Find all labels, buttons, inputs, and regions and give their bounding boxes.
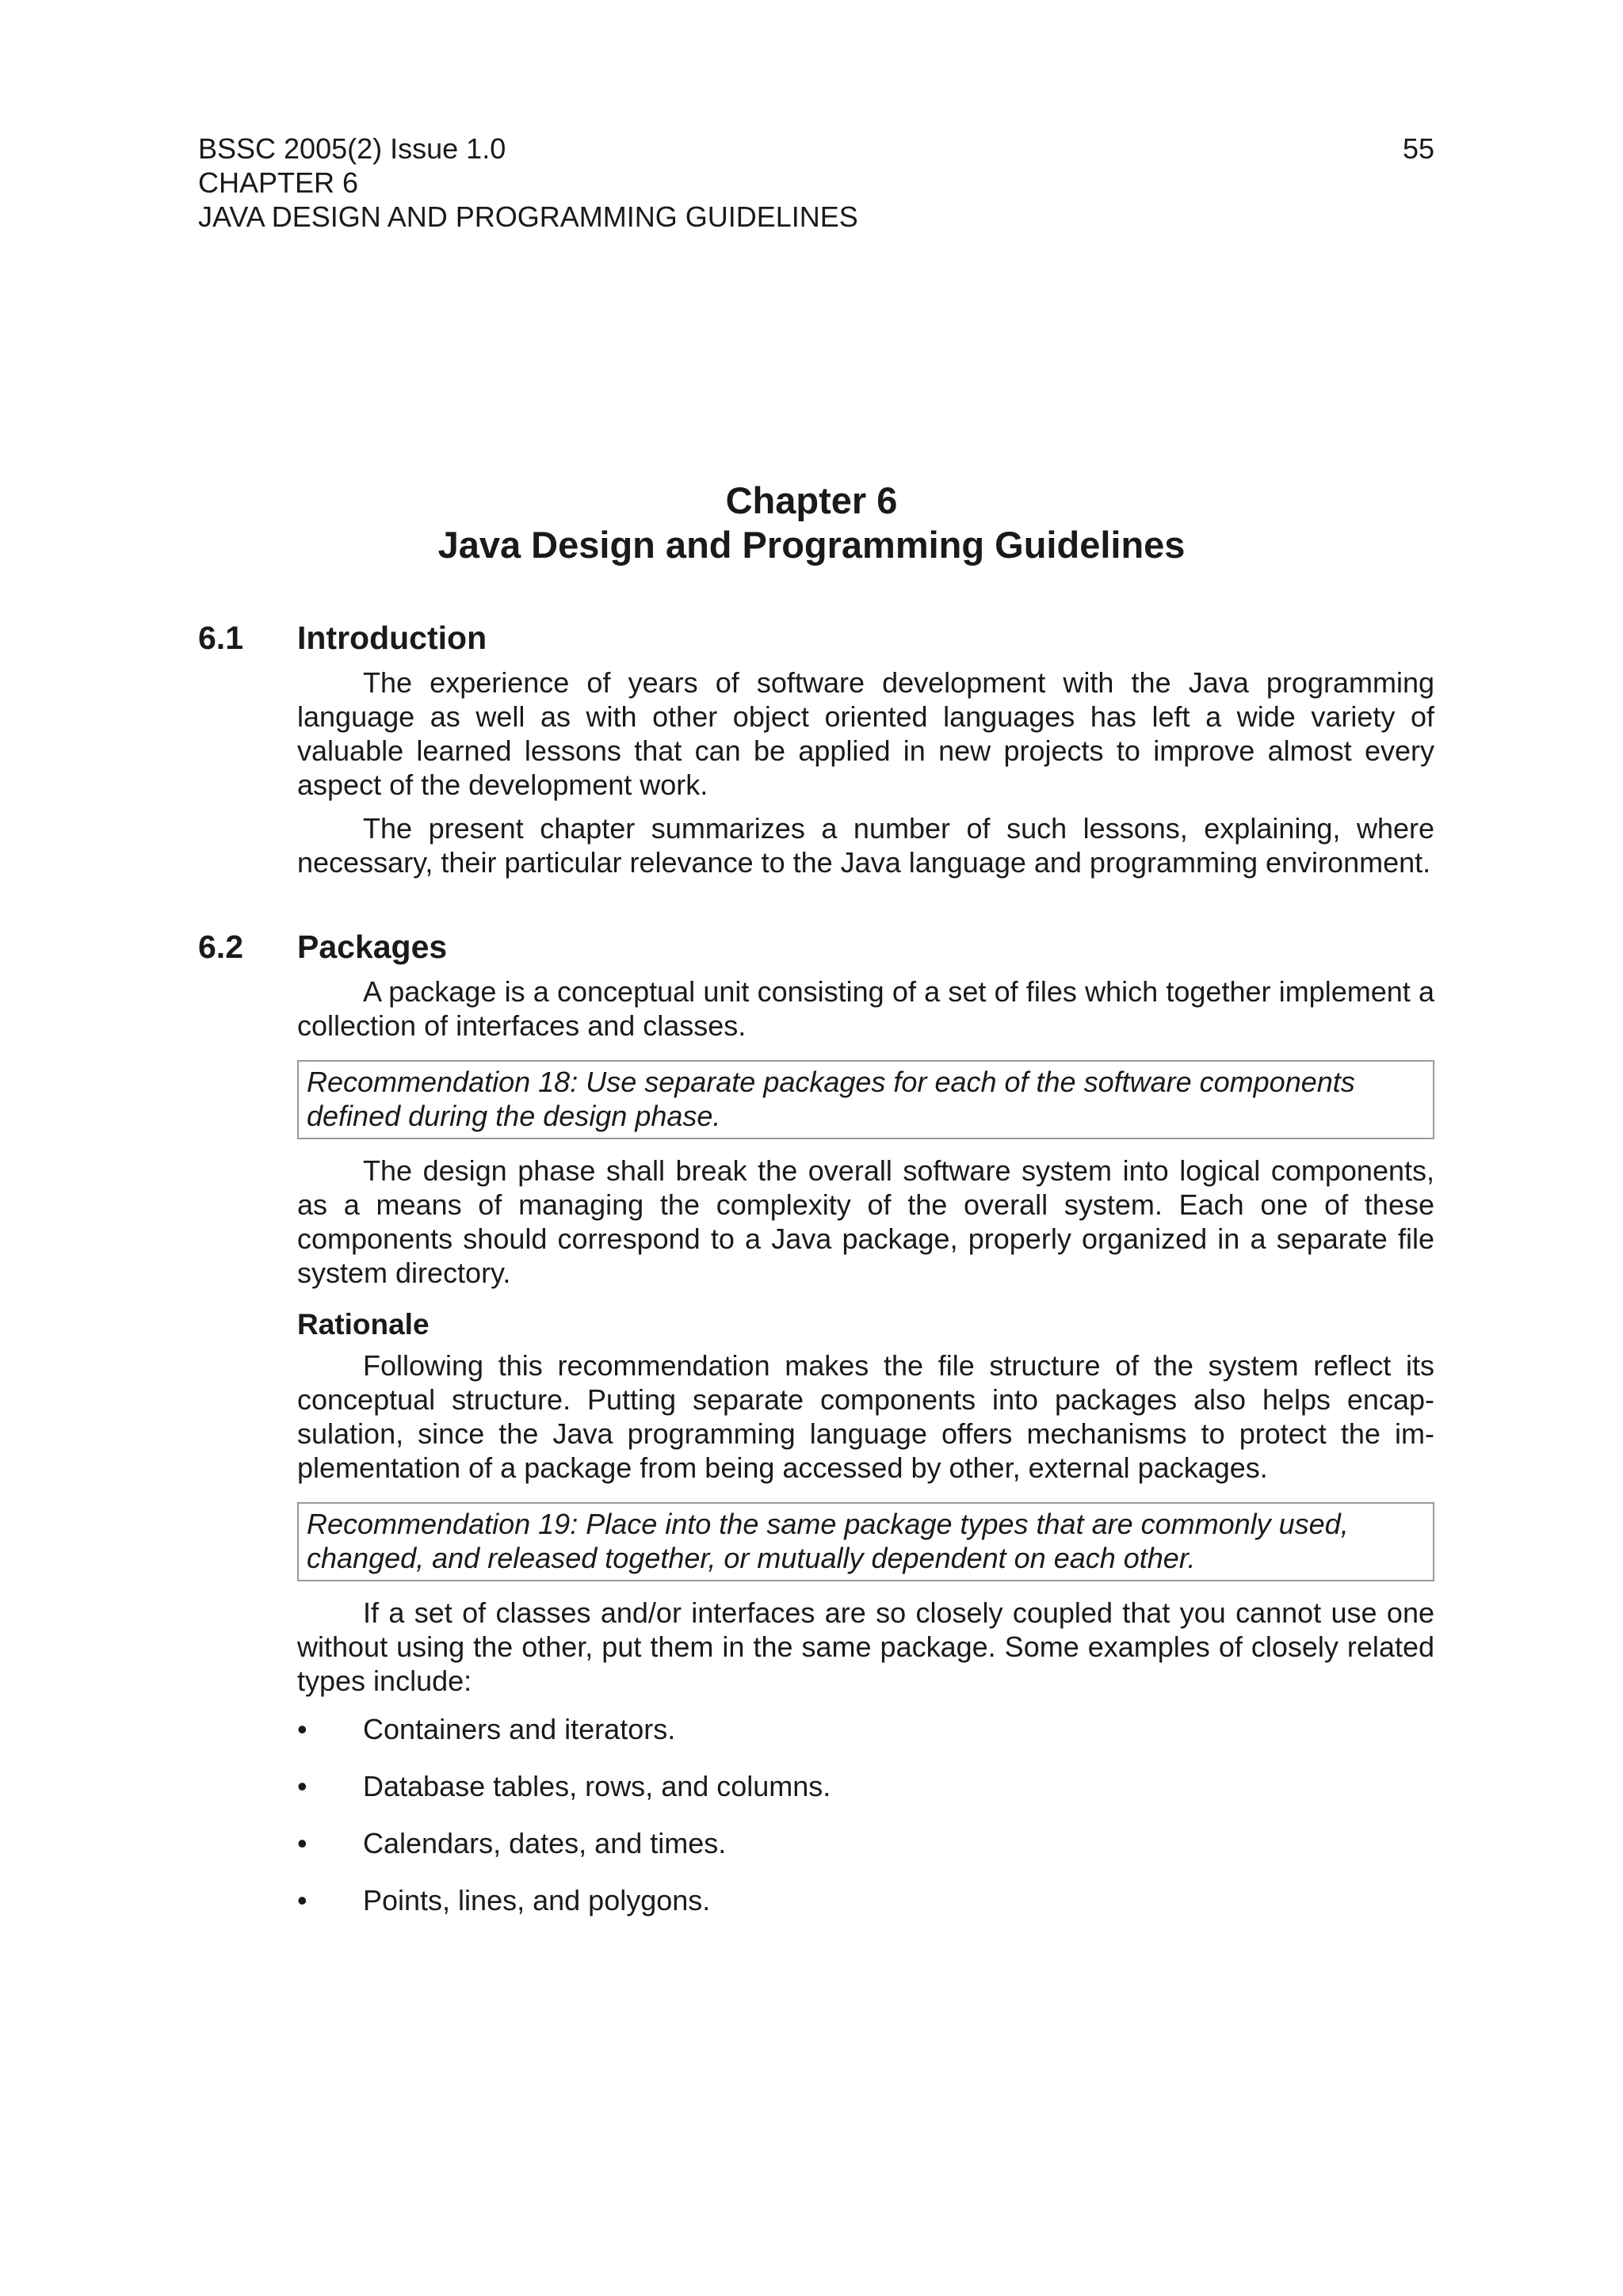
- section-number: 6.2: [198, 929, 243, 965]
- page-number: 55: [1402, 132, 1434, 165]
- paragraph: The present chapter summarizes a number of such lessons, explaining, where necessary, their particular relevance to the Java language and programming environment.: [297, 812, 1434, 879]
- chapter-heading: [0, 479, 1623, 567]
- chapter-title: Java Design and Programming Guidelines: [437, 524, 1186, 566]
- paragraph: The design phase shall break the overall software system into logical components, as a means of managing the complexity of the overall system. Each one of these components should correspond to a Java package, properly organized in a separate file system directory.: [297, 1154, 1434, 1289]
- chapter-label: Chapter 6: [725, 479, 898, 521]
- bullet-icon: •: [297, 1884, 307, 1917]
- bullet-icon: •: [297, 1827, 307, 1859]
- list-item: [297, 1769, 1434, 1803]
- paragraph: Following this recommendation makes the file structure of the system reflect its conceptual structure. Putting separate components into packages also helps encapsulation, since the Java programming language offers mechanisms to protect the implementation of a package from being accessed by other, external packages.: [297, 1349, 1434, 1484]
- list-item-text: Containers and iterators.: [363, 1713, 676, 1745]
- rationale-heading: Rationale: [297, 1308, 430, 1341]
- list-item: [297, 1712, 1434, 1746]
- list-item-text: Database tables, rows, and columns.: [363, 1770, 831, 1802]
- section-heading-packages: [198, 927, 1434, 967]
- list-item-text: Calendars, dates, and times.: [363, 1827, 727, 1859]
- header-chapter: CHAPTER 6: [198, 166, 359, 199]
- section-title: Introduction: [297, 620, 487, 656]
- section-heading-introduction: [198, 618, 1434, 658]
- list-item: [297, 1883, 1434, 1917]
- list-item: [297, 1826, 1434, 1860]
- list-item-text: Points, lines, and polygons.: [363, 1884, 711, 1917]
- section-title: Packages: [297, 929, 448, 965]
- bullet-icon: •: [297, 1770, 307, 1802]
- paragraph: The experience of years of software development with the Java programming language as well as with other object oriented languages has left a wide variety of valuable learned lessons that can be applied in new projects to improve almost every aspect of the development work.: [297, 666, 1434, 801]
- recommendation-18-box: Recommendation 18: Use separate packages for each of the software components defined during the design phase.: [297, 1060, 1434, 1139]
- bullet-icon: •: [297, 1713, 307, 1745]
- header-chapter-title: JAVA DESIGN AND PROGRAMMING GUIDELINES: [198, 200, 858, 233]
- header-doc-id: BSSC 2005(2) Issue 1.0: [198, 132, 506, 165]
- paragraph: A package is a conceptual unit consisting of a set of files which together implement a collection of interfaces and classes.: [297, 975, 1434, 1042]
- section-number: 6.1: [198, 620, 243, 656]
- bullet-list: [297, 1712, 1434, 1917]
- paragraph: If a set of classes and/or interfaces are so closely coupled that you cannot use one without using the other, put them in the same package. Some examples of closely related types include:: [297, 1596, 1434, 1697]
- page-body: [198, 618, 1434, 1940]
- recommendation-19-box: Recommendation 19: Place into the same package types that are commonly used, changed, and released together, or mutually dependent on each other.: [297, 1502, 1434, 1581]
- running-header: [198, 132, 1434, 234]
